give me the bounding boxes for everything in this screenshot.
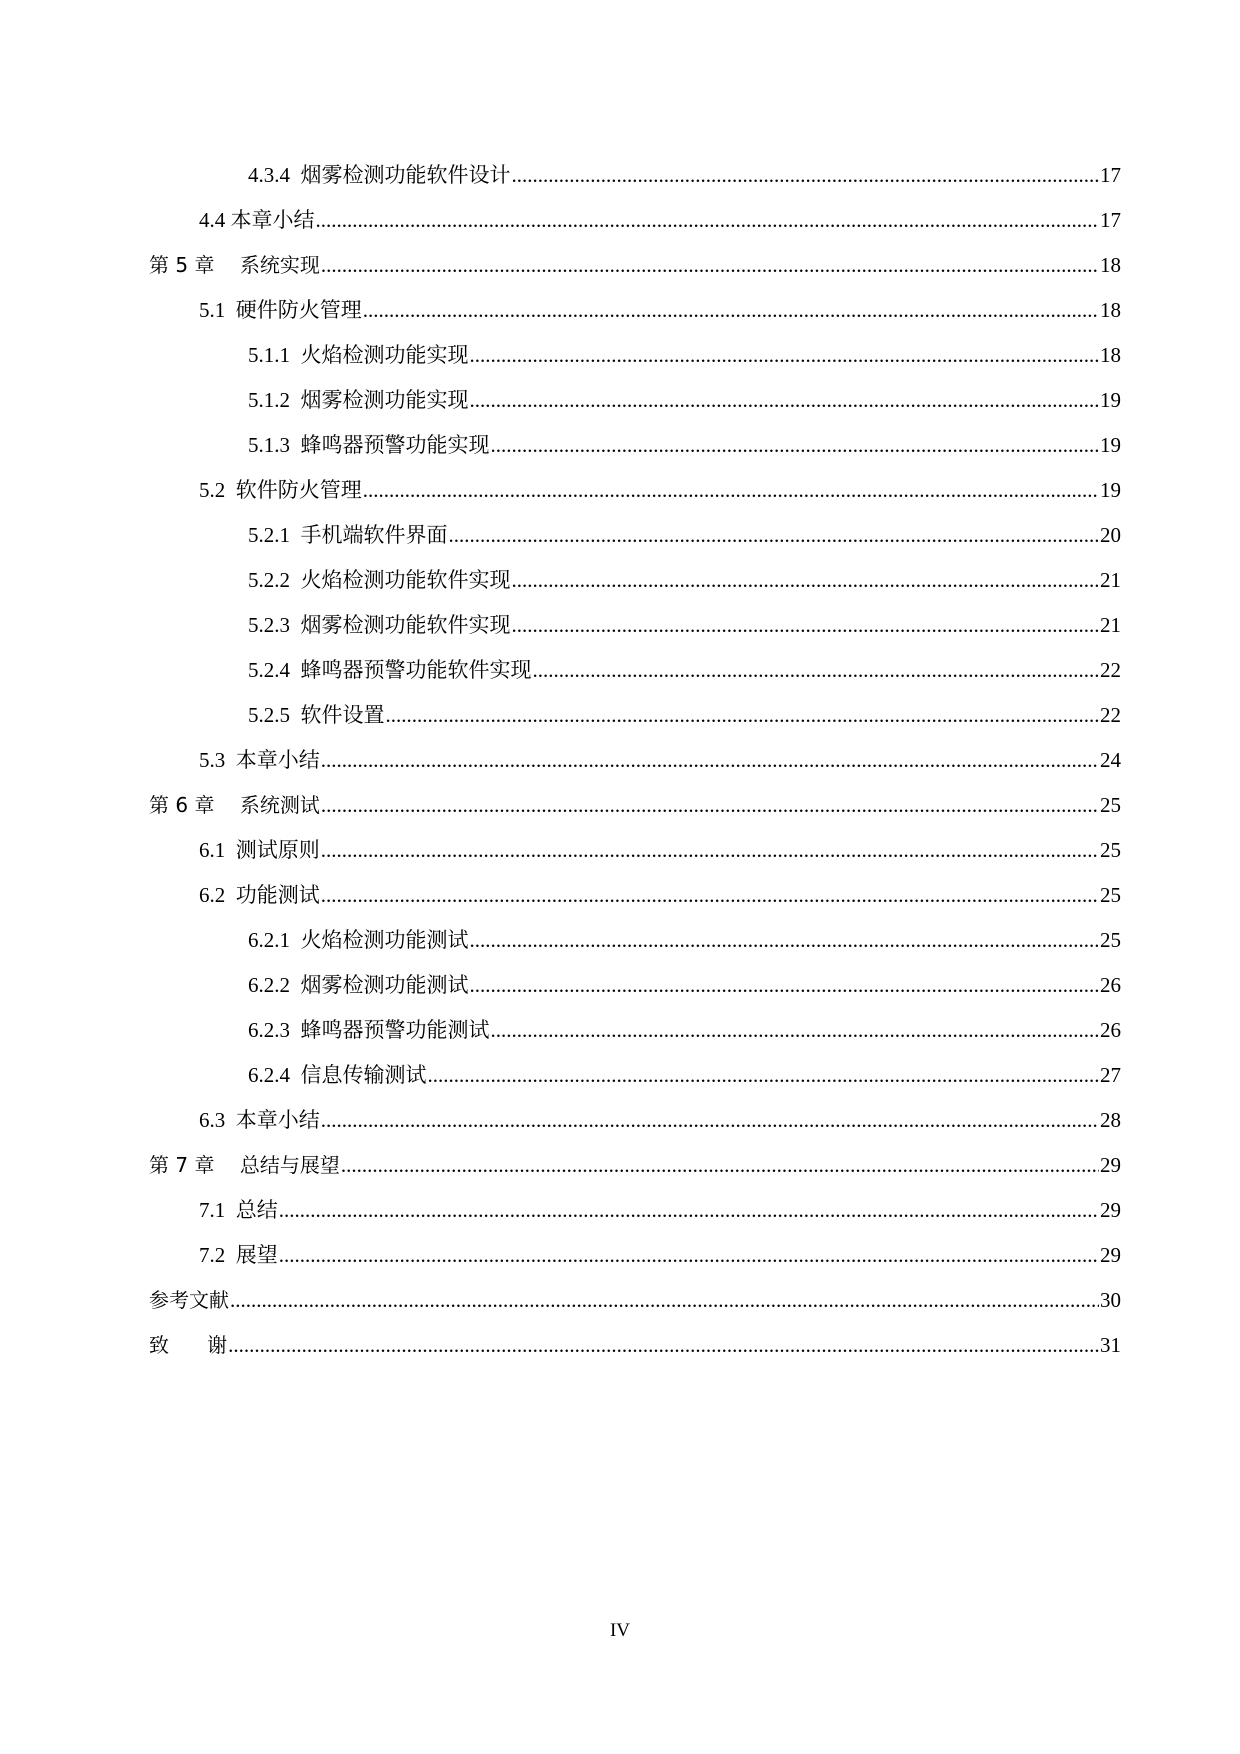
toc-entry-label: 5.1.3 蜂鸣器预警功能实现 xyxy=(248,433,490,457)
toc-entry[interactable] xyxy=(199,745,1121,775)
toc-entry-label: 5.3 本章小结 xyxy=(199,748,320,772)
toc-entry[interactable] xyxy=(248,1060,1121,1090)
toc-entry[interactable] xyxy=(199,835,1121,865)
toc-entry[interactable] xyxy=(149,790,1121,820)
toc-entry[interactable] xyxy=(199,205,1121,235)
toc-entry-label: 5.1.2 烟雾检测功能实现 xyxy=(248,388,469,412)
toc-entry[interactable] xyxy=(248,970,1121,1000)
toc-entry[interactable] xyxy=(248,700,1121,730)
dot-leader xyxy=(449,520,1100,550)
toc-entry-page: 28 xyxy=(1100,1108,1121,1132)
toc-entry-page: 17 xyxy=(1100,163,1121,187)
toc-entry[interactable] xyxy=(199,475,1121,505)
dot-leader xyxy=(279,1195,1099,1225)
toc-entry-page: 29 xyxy=(1100,1153,1121,1177)
toc-entry[interactable] xyxy=(149,1285,1121,1315)
toc-entry[interactable] xyxy=(248,160,1121,190)
toc-entry-page: 29 xyxy=(1100,1198,1121,1222)
toc-entry[interactable] xyxy=(199,880,1121,910)
dot-leader xyxy=(321,250,1099,280)
toc-entry-label: 7.1 总结 xyxy=(199,1198,278,1222)
toc-entry-label: 6.2.1 火焰检测功能测试 xyxy=(248,928,469,952)
toc-entry[interactable] xyxy=(248,655,1121,685)
dot-leader xyxy=(230,1285,1099,1315)
dot-leader xyxy=(512,565,1100,595)
dot-leader xyxy=(428,1060,1100,1090)
toc-entry-label: 6.2.4 信息传输测试 xyxy=(248,1063,427,1087)
dot-leader xyxy=(228,1330,1099,1360)
toc-entry-page: 19 xyxy=(1100,433,1121,457)
toc-entry[interactable] xyxy=(199,1240,1121,1270)
toc-entry-page: 25 xyxy=(1100,793,1121,817)
toc-entry-page: 25 xyxy=(1100,928,1121,952)
toc-entry-label: 6.2 功能测试 xyxy=(199,883,320,907)
toc-entry-page: 18 xyxy=(1100,343,1121,367)
toc-entry[interactable] xyxy=(248,385,1121,415)
dot-leader xyxy=(321,1105,1099,1135)
toc-entry-label: 6.2.2 烟雾检测功能测试 xyxy=(248,973,469,997)
toc-entry[interactable] xyxy=(199,1105,1121,1135)
dot-leader xyxy=(341,1150,1099,1180)
toc-entry-label: 第 7 章 总结与展望 xyxy=(149,1153,340,1177)
toc-entry[interactable] xyxy=(248,925,1121,955)
toc-entry-page: 31 xyxy=(1100,1333,1121,1357)
toc-entry[interactable] xyxy=(248,430,1121,460)
dot-leader xyxy=(470,340,1100,370)
toc-entry-label: 5.2.1 手机端软件界面 xyxy=(248,523,448,547)
toc-entry-label: 4.4 本章小结 xyxy=(199,208,315,232)
toc-entry-page: 30 xyxy=(1100,1288,1121,1312)
dot-leader xyxy=(321,745,1099,775)
toc-entry-label: 致 谢 xyxy=(149,1333,228,1357)
dot-leader xyxy=(491,1015,1100,1045)
dot-leader xyxy=(491,430,1100,460)
toc-entry-label: 7.2 展望 xyxy=(199,1243,278,1267)
toc-entry-page: 19 xyxy=(1100,478,1121,502)
toc-entry-page: 21 xyxy=(1100,568,1121,592)
toc-entry-label: 第 6 章 系统测试 xyxy=(149,793,320,817)
toc-entry-label: 5.2.4 蜂鸣器预警功能软件实现 xyxy=(248,658,532,682)
toc-entry[interactable] xyxy=(199,295,1121,325)
toc-entry[interactable] xyxy=(149,1330,1121,1360)
toc-entry-page: 29 xyxy=(1100,1243,1121,1267)
dot-leader xyxy=(316,205,1100,235)
toc-entry[interactable] xyxy=(149,1150,1121,1180)
toc-entry-page: 25 xyxy=(1100,883,1121,907)
dot-leader xyxy=(321,835,1099,865)
dot-leader xyxy=(533,655,1100,685)
toc-entry-label: 5.2.5 软件设置 xyxy=(248,703,385,727)
toc-entry-label: 5.1 硬件防火管理 xyxy=(199,298,362,322)
toc-entry[interactable] xyxy=(248,610,1121,640)
toc-entry[interactable] xyxy=(248,565,1121,595)
dot-leader xyxy=(470,970,1100,1000)
dot-leader xyxy=(279,1240,1099,1270)
toc-entry-label: 4.3.4 烟雾检测功能软件设计 xyxy=(248,163,511,187)
toc-entry-label: 5.1.1 火焰检测功能实现 xyxy=(248,343,469,367)
dot-leader xyxy=(386,700,1100,730)
toc-entry[interactable] xyxy=(149,250,1121,280)
toc-entry-label: 6.2.3 蜂鸣器预警功能测试 xyxy=(248,1018,490,1042)
toc-entry-page: 18 xyxy=(1100,253,1121,277)
dot-leader xyxy=(470,385,1100,415)
toc-entry-page: 27 xyxy=(1100,1063,1121,1087)
toc-entry-page: 20 xyxy=(1100,523,1121,547)
toc-entry-page: 22 xyxy=(1100,703,1121,727)
toc-entry[interactable] xyxy=(199,1195,1121,1225)
dot-leader xyxy=(512,160,1100,190)
toc-entry-label: 5.2.3 烟雾检测功能软件实现 xyxy=(248,613,511,637)
dot-leader xyxy=(363,475,1099,505)
toc-entry-page: 21 xyxy=(1100,613,1121,637)
toc-entry-page: 19 xyxy=(1100,388,1121,412)
toc-entry-label: 5.2.2 火焰检测功能软件实现 xyxy=(248,568,511,592)
toc-entry-label: 第 5 章 系统实现 xyxy=(149,253,320,277)
toc-entry-page: 24 xyxy=(1100,748,1121,772)
toc-entry[interactable] xyxy=(248,340,1121,370)
toc-entry-page: 26 xyxy=(1100,1018,1121,1042)
toc-entry-label: 6.3 本章小结 xyxy=(199,1108,320,1132)
toc-entry-page: 17 xyxy=(1100,208,1121,232)
toc-entry-label: 6.1 测试原则 xyxy=(199,838,320,862)
page-number: IV xyxy=(609,1620,631,1641)
dot-leader xyxy=(321,790,1099,820)
dot-leader xyxy=(363,295,1099,325)
toc-entry[interactable] xyxy=(248,520,1121,550)
dot-leader xyxy=(470,925,1100,955)
toc-entry-page: 25 xyxy=(1100,838,1121,862)
toc-entry-label: 参考文献 xyxy=(149,1288,229,1312)
toc-entry[interactable] xyxy=(248,1015,1121,1045)
dot-leader xyxy=(321,880,1099,910)
dot-leader xyxy=(512,610,1100,640)
toc-entry-page: 22 xyxy=(1100,658,1121,682)
toc-entry-page: 26 xyxy=(1100,973,1121,997)
toc-entry-label: 5.2 软件防火管理 xyxy=(199,478,362,502)
toc-entry-page: 18 xyxy=(1100,298,1121,322)
